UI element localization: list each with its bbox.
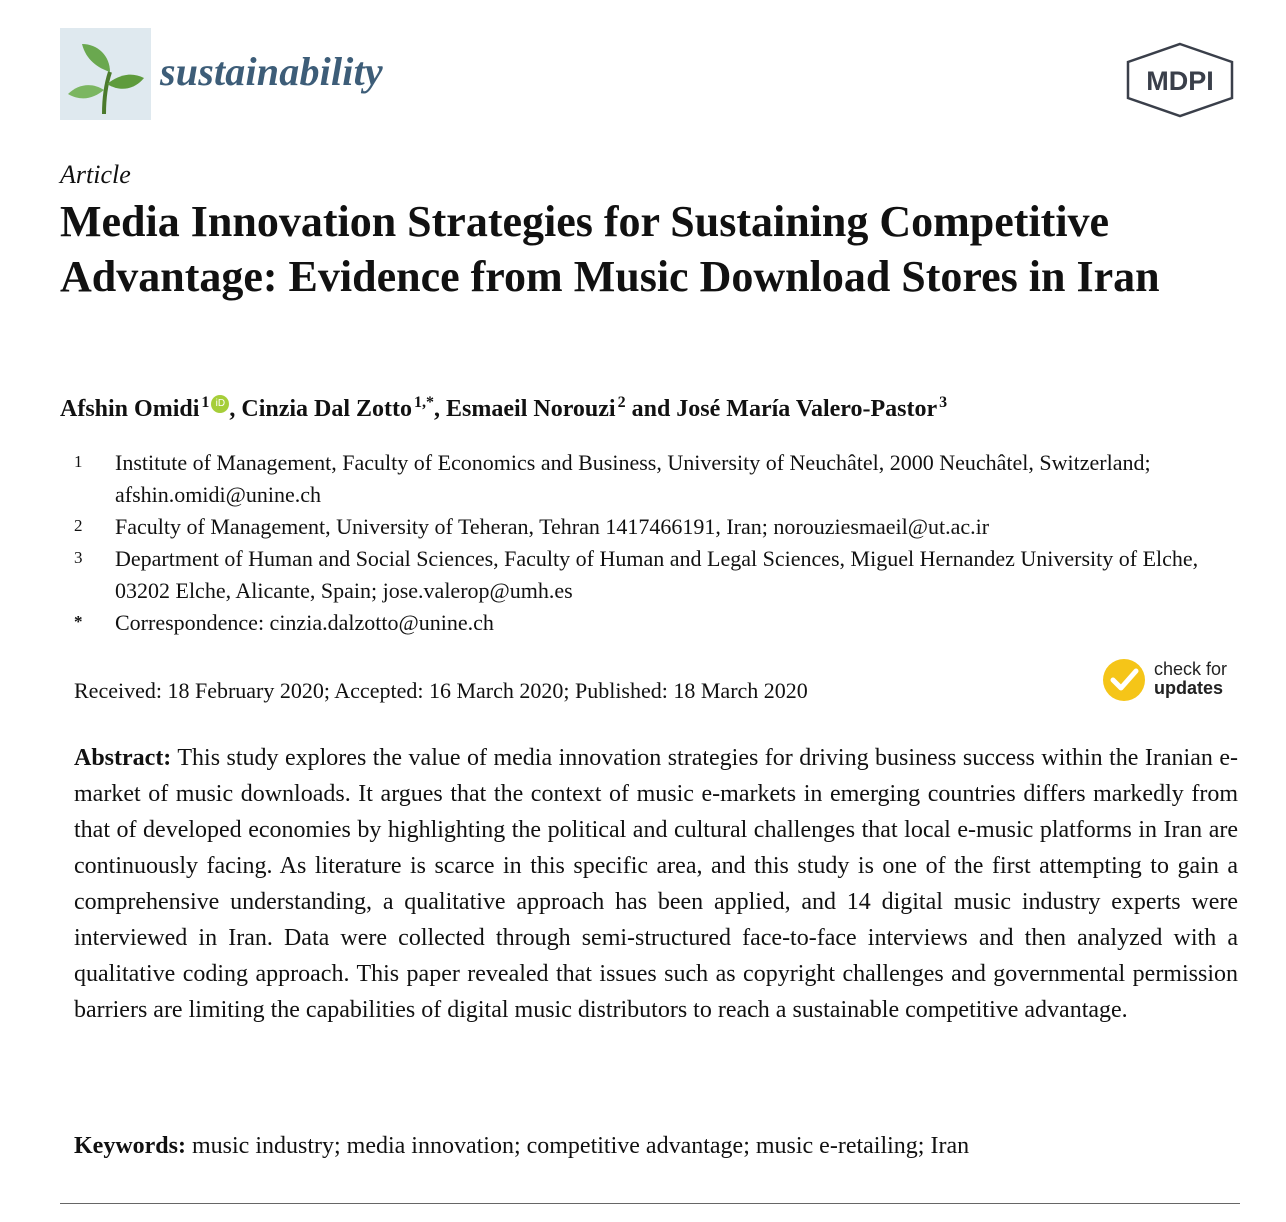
correspondence-text: Correspondence: cinzia.dalzotto@unine.ch — [115, 610, 494, 635]
abstract — [74, 740, 1238, 1028]
mdpi-logo — [1122, 42, 1238, 123]
publisher-name: MDPI — [1146, 66, 1214, 96]
author-separator: , — [229, 396, 242, 422]
publication-dates: Received: 18 February 2020; Accepted: 16 March 2020; Published: 18 March 2020 — [74, 678, 808, 703]
author-name: Afshin Omidi — [60, 396, 200, 422]
affiliation-mark: 3 — [74, 548, 83, 567]
author-separator: , — [434, 396, 447, 422]
abstract-text: This study explores the value of media innovation strategies for driving business success within the Iranian e-market of music downloads. It argues that the context of music e-markets in emerging countries differs markedly from that of developed economies by highlighting the political and cultural challenges that local e-music platforms in Iran are continuously facing. As literature is scarce in this specific area, and this study is one of the first attempting to gain a comprehensive understanding, a qualitative approach has been applied, and 14 digital music industry experts were interviewed in Iran. Data were collected through semi-structured face-to-face interviews and then analyzed with a qualitative coding approach. This paper revealed that issues such as copyright challenges and governmental permission barriers are limiting the capabilities of digital music distributors to reach a sustainable competitive advantage. — [74, 745, 1238, 1023]
keywords-label: Keywords: — [74, 1133, 186, 1159]
author-list — [60, 394, 947, 423]
abstract-label: Abstract: — [74, 745, 172, 771]
journal-logo — [60, 28, 151, 120]
article-type: Article — [60, 160, 131, 189]
correspondence-mark: * — [74, 612, 83, 631]
check-updates-line2: updates — [1154, 678, 1224, 698]
affiliation-text: Department of Human and Social Sciences, Faculty of Human and Legal Sciences, Miguel Hernandez University of Elche, 03202 Elche, Alicante, Spain; jose.valerop@umh.es — [115, 546, 1199, 603]
keywords — [74, 1133, 969, 1160]
check-updates-link[interactable] — [1154, 660, 1227, 698]
check-updates-icon[interactable] — [1101, 657, 1147, 708]
author-affiliation-mark: 3 — [939, 394, 948, 411]
affiliation-mark: 2 — [74, 516, 83, 535]
affiliation-text: Institute of Management, Faculty of Economics and Business, University of Neuchâtel, 2000 Neuchâtel, Switzerland; afshin.omidi@unine.ch — [115, 450, 1151, 507]
author-affiliation-mark: 1 — [201, 394, 210, 411]
author-name: Cinzia Dal Zotto — [241, 396, 413, 422]
journal-name: sustainability — [160, 49, 383, 94]
author-name: José María Valero-Pastor — [676, 396, 938, 422]
check-updates-line1: check for — [1154, 659, 1228, 679]
plant-icon — [60, 28, 151, 120]
orcid-icon[interactable]: iD — [211, 395, 229, 413]
affiliation-mark: 1 — [74, 452, 83, 471]
article-title: Media Innovation Strategies for Sustaining Competitive Advantage: Evidence from Music Download Stores in Iran — [60, 197, 1160, 301]
author-conjunction: and — [625, 396, 677, 422]
divider — [60, 1203, 1240, 1204]
author-affiliation-mark: 2 — [617, 394, 626, 411]
author-affiliation-mark: 1,* — [414, 394, 435, 411]
author-name: Esmaeil Norouzi — [446, 396, 616, 422]
affiliation-text: Faculty of Management, University of Teheran, Tehran 1417466191, Iran; norouziesmaeil@ut.ac.ir — [115, 514, 990, 539]
keywords-text: music industry; media innovation; competitive advantage; music e-retailing; Iran — [191, 1133, 970, 1159]
